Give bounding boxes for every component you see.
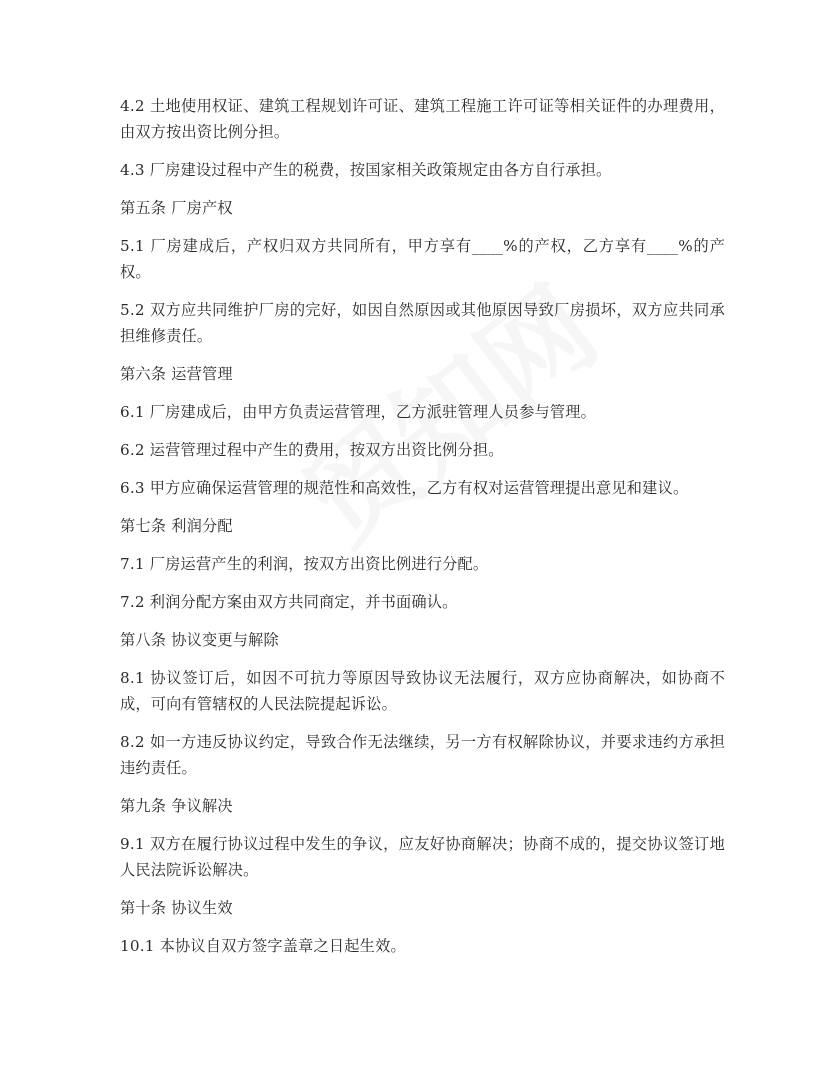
article-10-heading: 第十条 协议生效	[120, 899, 233, 917]
clause-6-1: 6.1 厂房建成后，由甲方负责运营管理，乙方派驻管理人员参与管理。	[120, 403, 597, 421]
article-5-heading: 第五条 厂房产权	[120, 199, 233, 217]
clause-9-1: 9.1 双方在履行协议过程中发生的争议，应友好协商解决；协商不成的，提交协议签订地人民法院诉讼解决。	[120, 835, 725, 879]
article-7-heading: 第七条 利润分配	[120, 517, 233, 535]
clause-8-2: 8.2 如一方违反协议约定，导致合作无法继续，另一方有权解除协议，并要求违约方承担违约责任。	[120, 733, 725, 777]
article-8-heading: 第八条 协议变更与解除	[120, 631, 279, 649]
clause-10-1: 10.1 本协议自双方签字盖章之日起生效。	[120, 937, 406, 955]
clause-5-2: 5.2 双方应共同维护厂房的完好，如因自然原因或其他原因导致厂房损坏，双方应共同承担维修责任。	[120, 301, 725, 345]
clause-5-1: 5.1 厂房建成后，产权归双方共同所有，甲方享有____%的产权，乙方享有____%的产权。	[120, 237, 725, 281]
clause-7-2: 7.2 利润分配方案由双方共同商定，并书面确认。	[120, 593, 458, 611]
clause-6-3: 6.3 甲方应确保运营管理的规范性和高效性，乙方有权对运营管理提出意见和建议。	[120, 479, 689, 497]
clause-4-3: 4.3 厂房建设过程中产生的税费，按国家相关政策规定由各方自行承担。	[120, 161, 612, 179]
clause-8-1: 8.1 协议签订后，如因不可抗力等原因导致协议无法履行，双方应协商解决，如协商不成，可向有管辖权的人民法院提起诉讼。	[120, 669, 725, 713]
clause-4-2: 4.2 土地使用权证、建筑工程规划许可证、建筑工程施工许可证等相关证件的办理费用，由双方按出资比例分担。	[120, 97, 725, 141]
article-6-heading: 第六条 运营管理	[120, 365, 233, 383]
clause-7-1: 7.1 厂房运营产生的利润，按双方出资比例进行分配。	[120, 555, 489, 573]
clause-6-2: 6.2 运营管理过程中产生的费用，按双方出资比例分担。	[120, 441, 504, 459]
document-body	[120, 93, 725, 971]
article-9-heading: 第九条 争议解决	[120, 797, 233, 815]
